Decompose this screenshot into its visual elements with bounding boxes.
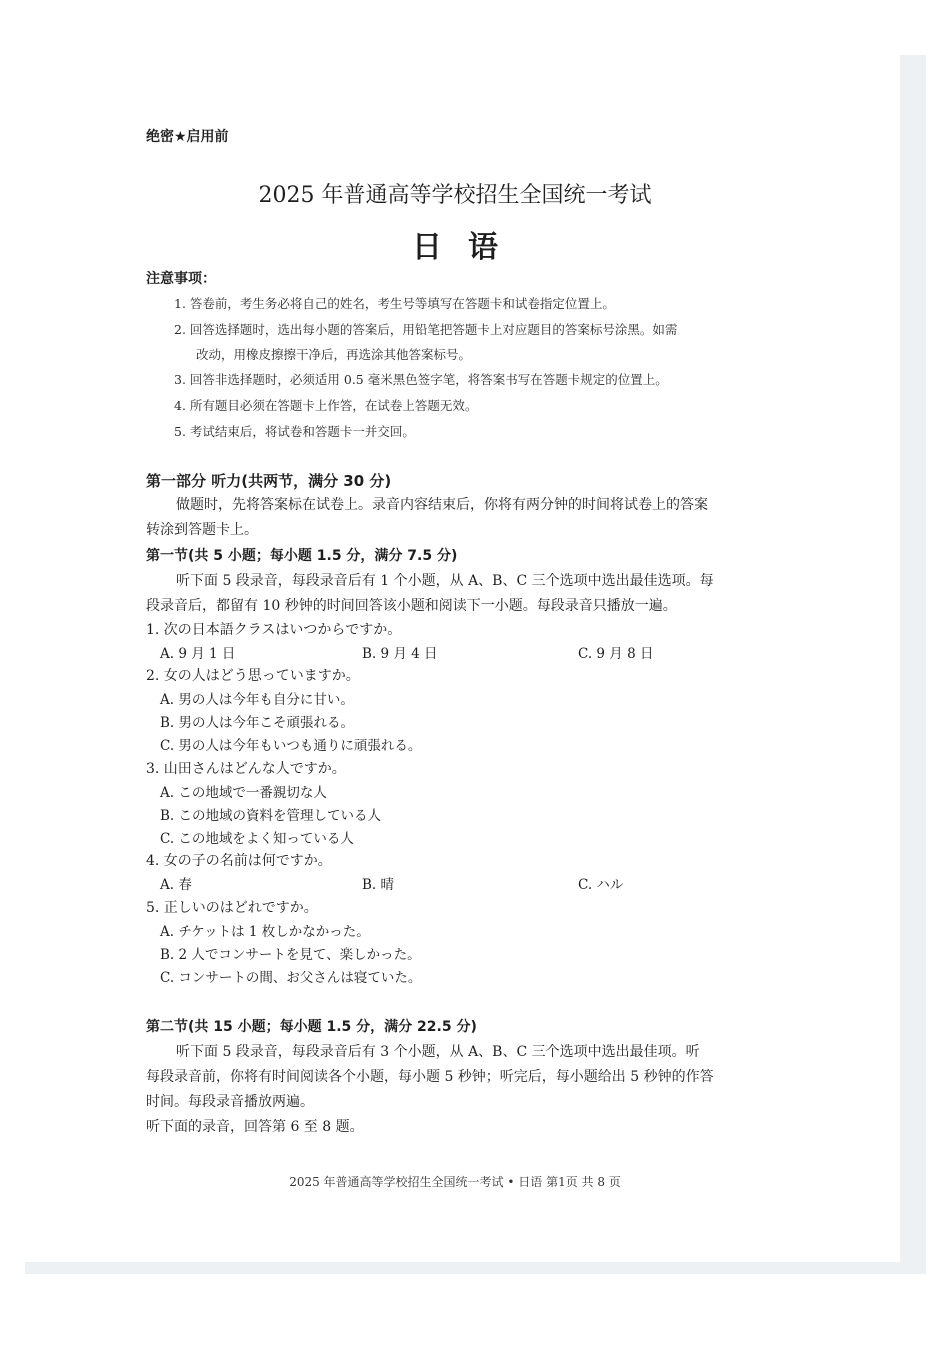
question-5: 5. 正しいのはどれですか。 (146, 900, 318, 916)
option-4c: C. ハル (578, 877, 624, 893)
option-2b: B. 男の人は今年こそ頑張れる。 (160, 715, 355, 731)
option-3a: A. この地域で一番親切な人 (160, 785, 327, 801)
option-4b: B. 晴 (362, 877, 395, 893)
section1-intro: 听下面 5 段录音，每段录音后有 1 个小题，从 A、B、C 三个选项中选出最佳选项。每 (176, 573, 714, 589)
notice-item: 2. 回答选择题时，选出每小题的答案后，用铅笔把答题卡上对应题目的答案标号涂黑。如需 (174, 322, 678, 337)
notice-item: 4. 所有题目必须在答题卡上作答，在试卷上答题无效。 (174, 398, 478, 413)
option-1b: B. 9 月 4 日 (362, 646, 438, 662)
option-2c: C. 男の人は今年もいつも通りに頑張れる。 (160, 738, 422, 754)
page-footer: 2025 年普通高等学校招生全国统一考试 • 日语 第1页 共 8 页 (289, 1175, 621, 1189)
subject-title: 日语 (412, 230, 524, 265)
section2-intro: 时间。每段录音播放两遍。 (146, 1094, 314, 1110)
option-5a: A. チケットは 1 枚しかなかった。 (160, 924, 370, 940)
question-2: 2. 女の人はどう思っていますか。 (146, 668, 360, 684)
secret-label: 绝密★启用前 (146, 129, 229, 145)
question-1: 1. 次の日本語クラスはいつからですか。 (146, 622, 402, 638)
question-4: 4. 女の子の名前は何ですか。 (146, 853, 332, 869)
option-2a: A. 男の人は今年も自分に甘い。 (160, 692, 354, 708)
section1-intro: 段录音后，都留有 10 秒钟的时间回答该小题和阅读下一小题。每段录音只播放一遍。 (146, 598, 677, 614)
question-3: 3. 山田さんはどんな人ですか。 (146, 761, 346, 777)
part1-intro: 做题时，先将答案标在试卷上。录音内容结束后，你将有两分钟的时间将试卷上的答案 (176, 497, 708, 513)
part1-heading: 第一部分 听力(共两节，满分 30 分) (146, 472, 392, 490)
option-5b: B. 2 人でコンサートを見て、楽しかった。 (160, 947, 421, 963)
option-4a: A. 春 (160, 877, 192, 893)
part1-intro: 转涂到答题卡上。 (146, 522, 258, 538)
notice-heading: 注意事项： (146, 271, 216, 287)
section2-heading: 第二节(共 15 小题；每小题 1.5 分，满分 22.5 分) (146, 1019, 477, 1035)
notice-item-continuation: 改动，用橡皮擦擦干净后，再选涂其他答案标号。 (196, 347, 472, 362)
section2-instruction: 听下面的录音，回答第 6 至 8 题。 (146, 1119, 364, 1135)
option-1c: C. 9 月 8 日 (578, 646, 654, 662)
notice-item: 5. 考试结束后，将试卷和答题卡一并交回。 (174, 424, 415, 439)
section1-heading: 第一节(共 5 小题；每小题 1.5 分，满分 7.5 分) (146, 548, 458, 564)
notice-item: 3. 回答非选择题时，必须适用 0.5 毫米黑色签字笔，将答案书写在答题卡规定的位置上。 (174, 372, 668, 387)
notice-item: 1. 答卷前，考生务必将自己的姓名，考生号等填写在答题卡和试卷指定位置上。 (174, 296, 615, 311)
section2-intro: 每段录音前，你将有时间阅读各个小题，每小题 5 秒钟；听完后，每小题给出 5 秒钟的作答 (146, 1069, 714, 1085)
option-1a: A. 9 月 1 日 (160, 646, 236, 662)
section2-intro: 听下面 5 段录音，每段录音后有 3 个小题，从 A、B、C 三个选项中选出最佳项。听 (176, 1044, 700, 1060)
option-3b: B. この地域の資料を管理している人 (160, 808, 382, 824)
exam-title: 2025 年普通高等学校招生全国统一考试 (258, 183, 652, 208)
option-5c: C. コンサートの間、お父さんは寝ていた。 (160, 970, 422, 986)
option-3c: C. この地域をよく知っている人 (160, 831, 354, 847)
